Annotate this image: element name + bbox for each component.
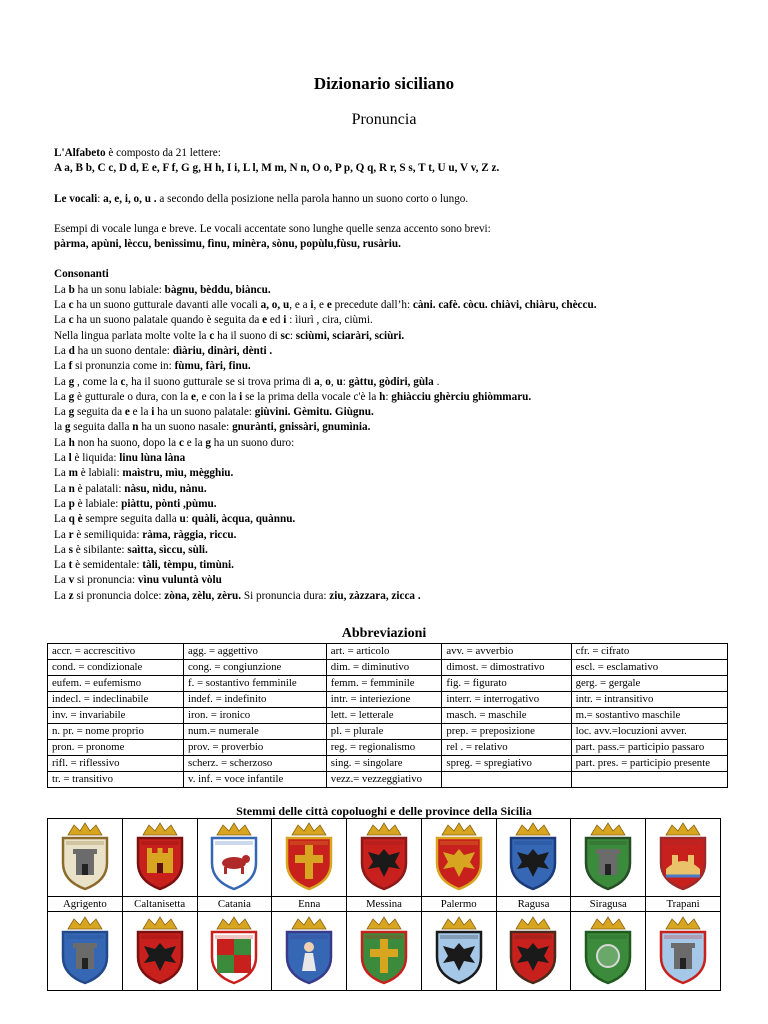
- coat-of-arms-icon: [129, 913, 191, 985]
- rule-example: ghiàcciu ghèrciu ghiòmmaru.: [391, 390, 532, 403]
- abbreviations-title: Abbreviazioni: [341, 626, 427, 641]
- rule-example: gnurànti, gnissàri, gnumìnia.: [232, 421, 371, 434]
- rule-text: La: [54, 406, 69, 419]
- province-coat-of-arms-cell: [646, 912, 721, 991]
- rule-example: v: [68, 574, 75, 587]
- rule-example: ziu, zàzzara, zicca .: [329, 589, 421, 602]
- abbreviation-row: [48, 708, 728, 724]
- rule-text: ha un suono nasale:: [138, 421, 233, 434]
- rule-example: quàli, àcqua, quànnu.: [191, 513, 296, 526]
- consonant-rule-line: [54, 420, 754, 435]
- rule-text: :: [289, 329, 296, 342]
- rule-text: , e a: [289, 299, 311, 312]
- rule-text: si pronunzia come in:: [72, 360, 175, 373]
- abbreviation-cell: cong. = congiunzione: [184, 660, 327, 676]
- province-coat-of-arms-cell: [48, 912, 123, 991]
- rule-example: c: [68, 314, 74, 327]
- consonant-rule-line: [54, 375, 754, 390]
- rule-example: o: [325, 375, 331, 388]
- rule-text: è labiali:: [77, 467, 123, 480]
- city-coat-of-arms-cell: [272, 819, 347, 897]
- coat-of-arms-icon: [278, 819, 340, 891]
- rule-text: seguita da: [74, 406, 125, 419]
- consonant-rule-line: [54, 528, 754, 543]
- province-coat-of-arms-cell: [571, 912, 646, 991]
- coat-of-arms-icon: [54, 819, 116, 891]
- rule-example: ràma, ràggia, riccu.: [142, 528, 237, 541]
- abbreviation-cell: cond. = condizionale: [48, 660, 184, 676]
- rule-text: La: [54, 543, 69, 556]
- rule-text: ha un suono dentale:: [74, 344, 173, 357]
- abbreviation-cell: interr. = interrogativo: [442, 692, 571, 708]
- rule-example: i: [239, 390, 243, 403]
- rule-example: n: [68, 482, 75, 495]
- rule-text: e la: [183, 436, 206, 449]
- abbreviation-cell: rifl. = riflessivo: [48, 756, 184, 772]
- rule-example: u: [336, 375, 343, 388]
- abbreviation-cell: prov. = proverbio: [184, 740, 327, 756]
- rule-example: piàttu, pònti ,pùmu.: [121, 497, 217, 510]
- page-subtitle: Pronuncia: [351, 111, 417, 128]
- city-name: Agrigento: [48, 897, 123, 912]
- rule-text: , come la: [74, 375, 121, 388]
- rule-example: gàttu, gòdiri, gùla: [348, 375, 434, 388]
- abbreviation-cell: eufem. = eufemismo: [48, 676, 184, 692]
- alphabet-lead: L'Alfabeto: [54, 147, 106, 159]
- abbreviation-cell: accr. = accrescitivo: [48, 644, 184, 660]
- rule-text: è labiale:: [74, 497, 122, 510]
- abbreviation-cell: rel . = relativo: [442, 740, 571, 756]
- coat-of-arms-icon: [502, 913, 564, 985]
- rule-example: z: [68, 589, 74, 602]
- rule-example: c: [178, 436, 184, 449]
- rule-text: la: [54, 421, 65, 434]
- abbreviation-cell: part. pres. = participio presente: [571, 756, 727, 772]
- consonant-rule-line: [54, 298, 754, 313]
- consonant-rule-line: [54, 573, 754, 588]
- rule-example: m: [68, 467, 78, 480]
- abbreviation-cell: [571, 772, 727, 788]
- pronunciation-section: [54, 146, 754, 604]
- coat-of-arms-icon: [577, 819, 639, 891]
- coat-of-arms-icon: [353, 913, 415, 985]
- rule-text: sempre seguita dalla: [82, 513, 180, 526]
- abbreviations-table: [47, 643, 728, 788]
- rule-example: càni. cafè. còcu. chiàvi, chiàru, chèccu.: [412, 299, 597, 312]
- province-coat-of-arms-cell: [347, 912, 422, 991]
- rule-text: La: [54, 375, 69, 388]
- province-coat-of-arms-cell: [197, 912, 272, 991]
- abbreviation-row: [48, 756, 728, 772]
- rule-example: tàli, tèmpu, timùni.: [142, 559, 234, 572]
- coat-of-arms-icon: [203, 913, 265, 985]
- consonant-rule-line: [54, 512, 754, 527]
- abbreviation-cell: gerg. = gergale: [571, 676, 727, 692]
- coat-of-arms-icon: [502, 819, 564, 891]
- city-name: Catania: [197, 897, 272, 912]
- abbreviation-cell: agg. = aggettivo: [184, 644, 327, 660]
- abbreviation-cell: iron. = ironico: [184, 708, 327, 724]
- rule-text: La: [54, 467, 69, 480]
- abbreviation-cell: spreg. = spregiativo: [442, 756, 571, 772]
- abbreviation-cell: cfr. = cifrato: [571, 644, 727, 660]
- city-coat-of-arms-cell: [571, 819, 646, 897]
- rule-text: ed: [267, 314, 284, 327]
- rule-example: q è: [68, 513, 83, 526]
- abbreviation-cell: vezz.= vezzeggiativo: [326, 772, 442, 788]
- consonant-rule-line: [54, 405, 754, 420]
- rule-example: u: [179, 513, 186, 526]
- rule-example: h: [379, 390, 386, 403]
- coat-of-arms-icon: [428, 819, 490, 891]
- abbreviation-cell: n. pr. = nome proprio: [48, 724, 184, 740]
- abbreviation-row: [48, 676, 728, 692]
- rule-text: : ìiurì , cira, ciùmi.: [286, 314, 373, 327]
- rule-text: ,: [319, 375, 326, 388]
- rule-text: La: [54, 390, 69, 403]
- rule-text: La: [54, 452, 69, 465]
- abbreviation-cell: intr. = interiezione: [326, 692, 442, 708]
- rule-text: è palatali:: [74, 482, 125, 495]
- abbreviation-cell: indecl. = indeclinabile: [48, 692, 184, 708]
- province-arms-row: [48, 912, 721, 991]
- rule-example: sc: [280, 329, 290, 342]
- rule-text: La: [54, 360, 69, 373]
- vowels-paragraph: [54, 192, 754, 207]
- abbreviation-cell: escl. = esclamativo: [571, 660, 727, 676]
- rule-example: saìtta, sìccu, sùli.: [127, 543, 208, 556]
- rule-text: La: [54, 482, 69, 495]
- consonants-heading: [54, 267, 754, 282]
- coat-of-arms-icon: [54, 913, 116, 985]
- consonant-rule-line: [54, 329, 754, 344]
- rule-example: h: [68, 436, 75, 449]
- rule-example: vìnu vuluntà vòlu: [137, 574, 222, 587]
- city-coat-of-arms-cell: [496, 819, 571, 897]
- consonant-rule-line: [54, 344, 754, 359]
- vowels-list: a, e, i, o, u .: [103, 192, 157, 205]
- city-names-row: [48, 897, 721, 912]
- abbreviation-cell: m.= sostantivo maschile: [571, 708, 727, 724]
- rule-text: , e con la: [195, 390, 240, 403]
- city-name: Caltanisetta: [122, 897, 197, 912]
- abbreviation-cell: sing. = singolare: [326, 756, 442, 772]
- rule-example: i: [310, 299, 314, 312]
- rule-text: La: [54, 528, 69, 541]
- rule-text: La: [54, 589, 69, 602]
- abbreviation-cell: dimost. = dimostrativo: [442, 660, 571, 676]
- rule-example: g: [68, 390, 75, 403]
- rule-text: precedute dall’h:: [331, 299, 413, 312]
- coats-of-arms-title: Stemmi delle città copoluoghi e delle province della Sicilia: [236, 804, 532, 818]
- coat-of-arms-icon: [353, 819, 415, 891]
- consonant-rule-line: [54, 497, 754, 512]
- rule-text: si pronuncia dolce:: [73, 589, 165, 602]
- coat-of-arms-icon: [203, 819, 265, 891]
- city-coat-of-arms-cell: [48, 819, 123, 897]
- consonant-rule-line: [54, 283, 754, 298]
- coat-of-arms-icon: [129, 819, 191, 891]
- consonant-rule-line: [54, 390, 754, 405]
- city-name: Trapani: [646, 897, 721, 912]
- coat-of-arms-icon: [577, 913, 639, 985]
- rule-example: t: [68, 559, 73, 572]
- province-coat-of-arms-cell: [496, 912, 571, 991]
- rule-text: , ha il suono gutturale se si trova prima di: [125, 375, 315, 388]
- rule-text: :: [342, 375, 349, 388]
- rule-text: ,: [330, 375, 337, 388]
- rule-example: d: [68, 344, 75, 357]
- coat-of-arms-icon: [652, 819, 714, 891]
- rule-example: bàgnu, bèddu, biàncu.: [164, 283, 271, 296]
- consonant-rule-line: [54, 589, 754, 604]
- rule-text: non ha suono, dopo la: [74, 436, 179, 449]
- rule-example: g: [64, 421, 71, 434]
- city-coat-of-arms-cell: [197, 819, 272, 897]
- rule-example: zòna, zèlu, zèru.: [164, 589, 242, 602]
- rule-example: c: [120, 375, 126, 388]
- consonant-rule-line: [54, 451, 754, 466]
- coat-of-arms-icon: [278, 913, 340, 985]
- rule-text: è gutturale o dura, con la: [74, 390, 192, 403]
- city-name: Enna: [272, 897, 347, 912]
- rule-text: ha un suono duro:: [210, 436, 295, 449]
- city-coat-of-arms-cell: [122, 819, 197, 897]
- abbreviation-cell: f. = sostantivo femminile: [184, 676, 327, 692]
- abbreviation-cell: part. pass.= participio passaro: [571, 740, 727, 756]
- rule-example: a: [314, 375, 320, 388]
- examples-word-list: pàrma, apùni, lèccu, benìssimu, fìnu, minèra, sònu, popùlu,fùsu, rusàriu.: [54, 238, 401, 251]
- consonants-heading-text: Consonanti: [54, 268, 109, 281]
- rule-example: c: [209, 329, 215, 342]
- rule-text: è semidentale:: [72, 559, 143, 572]
- abbreviation-cell: inv. = invariabile: [48, 708, 184, 724]
- abbreviation-cell: tr. = transitivo: [48, 772, 184, 788]
- city-coat-of-arms-cell: [421, 819, 496, 897]
- rule-text: :: [385, 390, 392, 403]
- rule-example: i: [151, 406, 155, 419]
- rule-example: g: [68, 406, 75, 419]
- abbreviation-cell: femm. = femminile: [326, 676, 442, 692]
- rule-example: g: [205, 436, 211, 449]
- rule-text: e la: [129, 406, 152, 419]
- consonant-rule-line: [54, 359, 754, 374]
- abbreviation-cell: num.= numerale: [184, 724, 327, 740]
- rule-text: La: [54, 344, 69, 357]
- consonant-rules: [54, 283, 754, 604]
- rule-example: p: [68, 497, 75, 510]
- alphabet-letter-list: A a, B b, C c, D d, E e, F f, G g, H h, I i, L l, M m, N n, O o, P p, Q q, R r, S s, T t, U u, V v, Z z.: [54, 162, 500, 175]
- rule-text: è semiliquida:: [73, 528, 143, 541]
- consonant-rule-line: [54, 482, 754, 497]
- abbreviation-row: [48, 724, 728, 740]
- rule-text: seguita dalla: [70, 421, 133, 434]
- rule-text: Si pronuncia dura:: [241, 589, 330, 602]
- rule-text: ha un suono gutturale davanti alle vocali: [73, 299, 261, 312]
- rule-example: fùmu, fàri, finu.: [174, 360, 251, 373]
- examples-words: [54, 237, 754, 252]
- abbreviation-row: [48, 692, 728, 708]
- vowels-desc: a secondo della posizione nella parola hanno un suono corto o lungo.: [156, 192, 469, 205]
- abbreviation-row: [48, 740, 728, 756]
- province-coat-of-arms-cell: [421, 912, 496, 991]
- consonant-rule-line: [54, 313, 754, 328]
- rule-text: La: [54, 513, 69, 526]
- abbreviation-cell: intr. = intransitivo: [571, 692, 727, 708]
- rule-example: b: [68, 283, 75, 296]
- vowels-sep: :: [97, 192, 104, 205]
- rule-text: :: [185, 513, 192, 526]
- rule-text: La: [54, 497, 69, 510]
- consonant-rule-line: [54, 558, 754, 573]
- rule-text: La: [54, 574, 69, 587]
- rule-example: l: [68, 452, 72, 465]
- rule-text: è sibilante:: [72, 543, 128, 556]
- city-coat-of-arms-cell: [646, 819, 721, 897]
- page-title: Dizionario siciliano: [313, 74, 455, 93]
- coats-of-arms-table: [47, 818, 721, 991]
- consonant-rule-line: [54, 543, 754, 558]
- alphabet-paragraph: [54, 146, 754, 161]
- rule-text: , e: [313, 299, 327, 312]
- coat-of-arms-icon: [652, 913, 714, 985]
- rule-example: g: [68, 375, 75, 388]
- rule-example: c: [68, 299, 74, 312]
- abbreviation-cell: scherz. = scherzoso: [184, 756, 327, 772]
- city-name: Messina: [347, 897, 422, 912]
- rule-example: giùvini. Gèmitu. Giùgnu.: [254, 406, 374, 419]
- alphabet-intro: è composto da 21 lettere:: [105, 147, 221, 159]
- rule-example: s: [68, 543, 73, 556]
- consonant-rule-line: [54, 436, 754, 451]
- abbreviation-cell: pron. = pronome: [48, 740, 184, 756]
- rule-text: se la prima della vocale c'è la: [242, 390, 380, 403]
- city-coat-of-arms-cell: [347, 819, 422, 897]
- rule-text: ha un sonu labiale:: [74, 283, 165, 296]
- rule-example: f: [68, 360, 73, 373]
- rule-text: La: [54, 559, 69, 572]
- rule-example: e: [124, 406, 130, 419]
- rule-example: e: [191, 390, 196, 403]
- rule-example: a, o, u: [260, 299, 290, 312]
- abbreviation-cell: art. = articolo: [326, 644, 442, 660]
- rule-example: dìàriu, dinàri, dènti .: [172, 344, 273, 357]
- rule-example: r: [68, 528, 74, 541]
- rule-example: e: [262, 314, 268, 327]
- city-name: Palermo: [421, 897, 496, 912]
- city-name: Siragusa: [571, 897, 646, 912]
- rule-text: ha un suono palatale quando è seguita da: [73, 314, 263, 327]
- abbreviation-cell: loc. avv.=locuzioni avver.: [571, 724, 727, 740]
- abbreviation-cell: prep. = preposizione: [442, 724, 571, 740]
- rule-text: La: [54, 283, 69, 296]
- abbreviation-cell: lett. = letterale: [326, 708, 442, 724]
- abbreviation-row: [48, 660, 728, 676]
- alphabet-letters: [54, 161, 754, 176]
- abbreviation-row: [48, 644, 728, 660]
- rule-text: La: [54, 436, 69, 449]
- province-coat-of-arms-cell: [122, 912, 197, 991]
- rule-text: si pronuncia:: [74, 574, 138, 587]
- consonant-rule-line: [54, 466, 754, 481]
- rule-text: La: [54, 299, 69, 312]
- abbreviation-cell: masch. = maschile: [442, 708, 571, 724]
- rule-text: ha un suono palatale:: [154, 406, 255, 419]
- province-coat-of-arms-cell: [272, 912, 347, 991]
- examples-intro: Esempi di vocale lunga e breve. Le vocali accentate sono lunghe quelle senza accento sono brevi:: [54, 222, 491, 235]
- rule-example: i: [283, 314, 287, 327]
- abbreviation-cell: fig. = figurato: [442, 676, 571, 692]
- rule-text: è liquida:: [71, 452, 120, 465]
- abbreviation-cell: avv. = avverbio: [442, 644, 571, 660]
- city-name: Ragusa: [496, 897, 571, 912]
- abbreviation-cell: reg. = regionalismo: [326, 740, 442, 756]
- rule-text: ha il suono di: [214, 329, 281, 342]
- city-arms-row: [48, 819, 721, 897]
- coat-of-arms-icon: [428, 913, 490, 985]
- abbreviation-cell: indef. = indefinito: [184, 692, 327, 708]
- vowels-lead: Le vocali: [54, 192, 98, 205]
- rule-example: n: [132, 421, 139, 434]
- abbreviation-cell: v. inf. = voce infantile: [184, 772, 327, 788]
- rule-example: e: [326, 299, 332, 312]
- abbreviation-cell: [442, 772, 571, 788]
- abbreviation-row: [48, 772, 728, 788]
- rule-example: maìstru, mìu, mègghiu.: [122, 467, 234, 480]
- abbreviation-cell: dim. = diminutivo: [326, 660, 442, 676]
- rule-example: nàsu, nìdu, nànu.: [124, 482, 207, 495]
- rule-example: linu lùna làna: [119, 452, 186, 465]
- rule-text: .: [433, 375, 440, 388]
- rule-text: Nella lingua parlata molte volte la: [54, 329, 210, 342]
- rule-example: sciùmi, sciaràri, sciùri.: [295, 329, 405, 342]
- rule-text: La: [54, 314, 69, 327]
- abbreviation-cell: pl. = plurale: [326, 724, 442, 740]
